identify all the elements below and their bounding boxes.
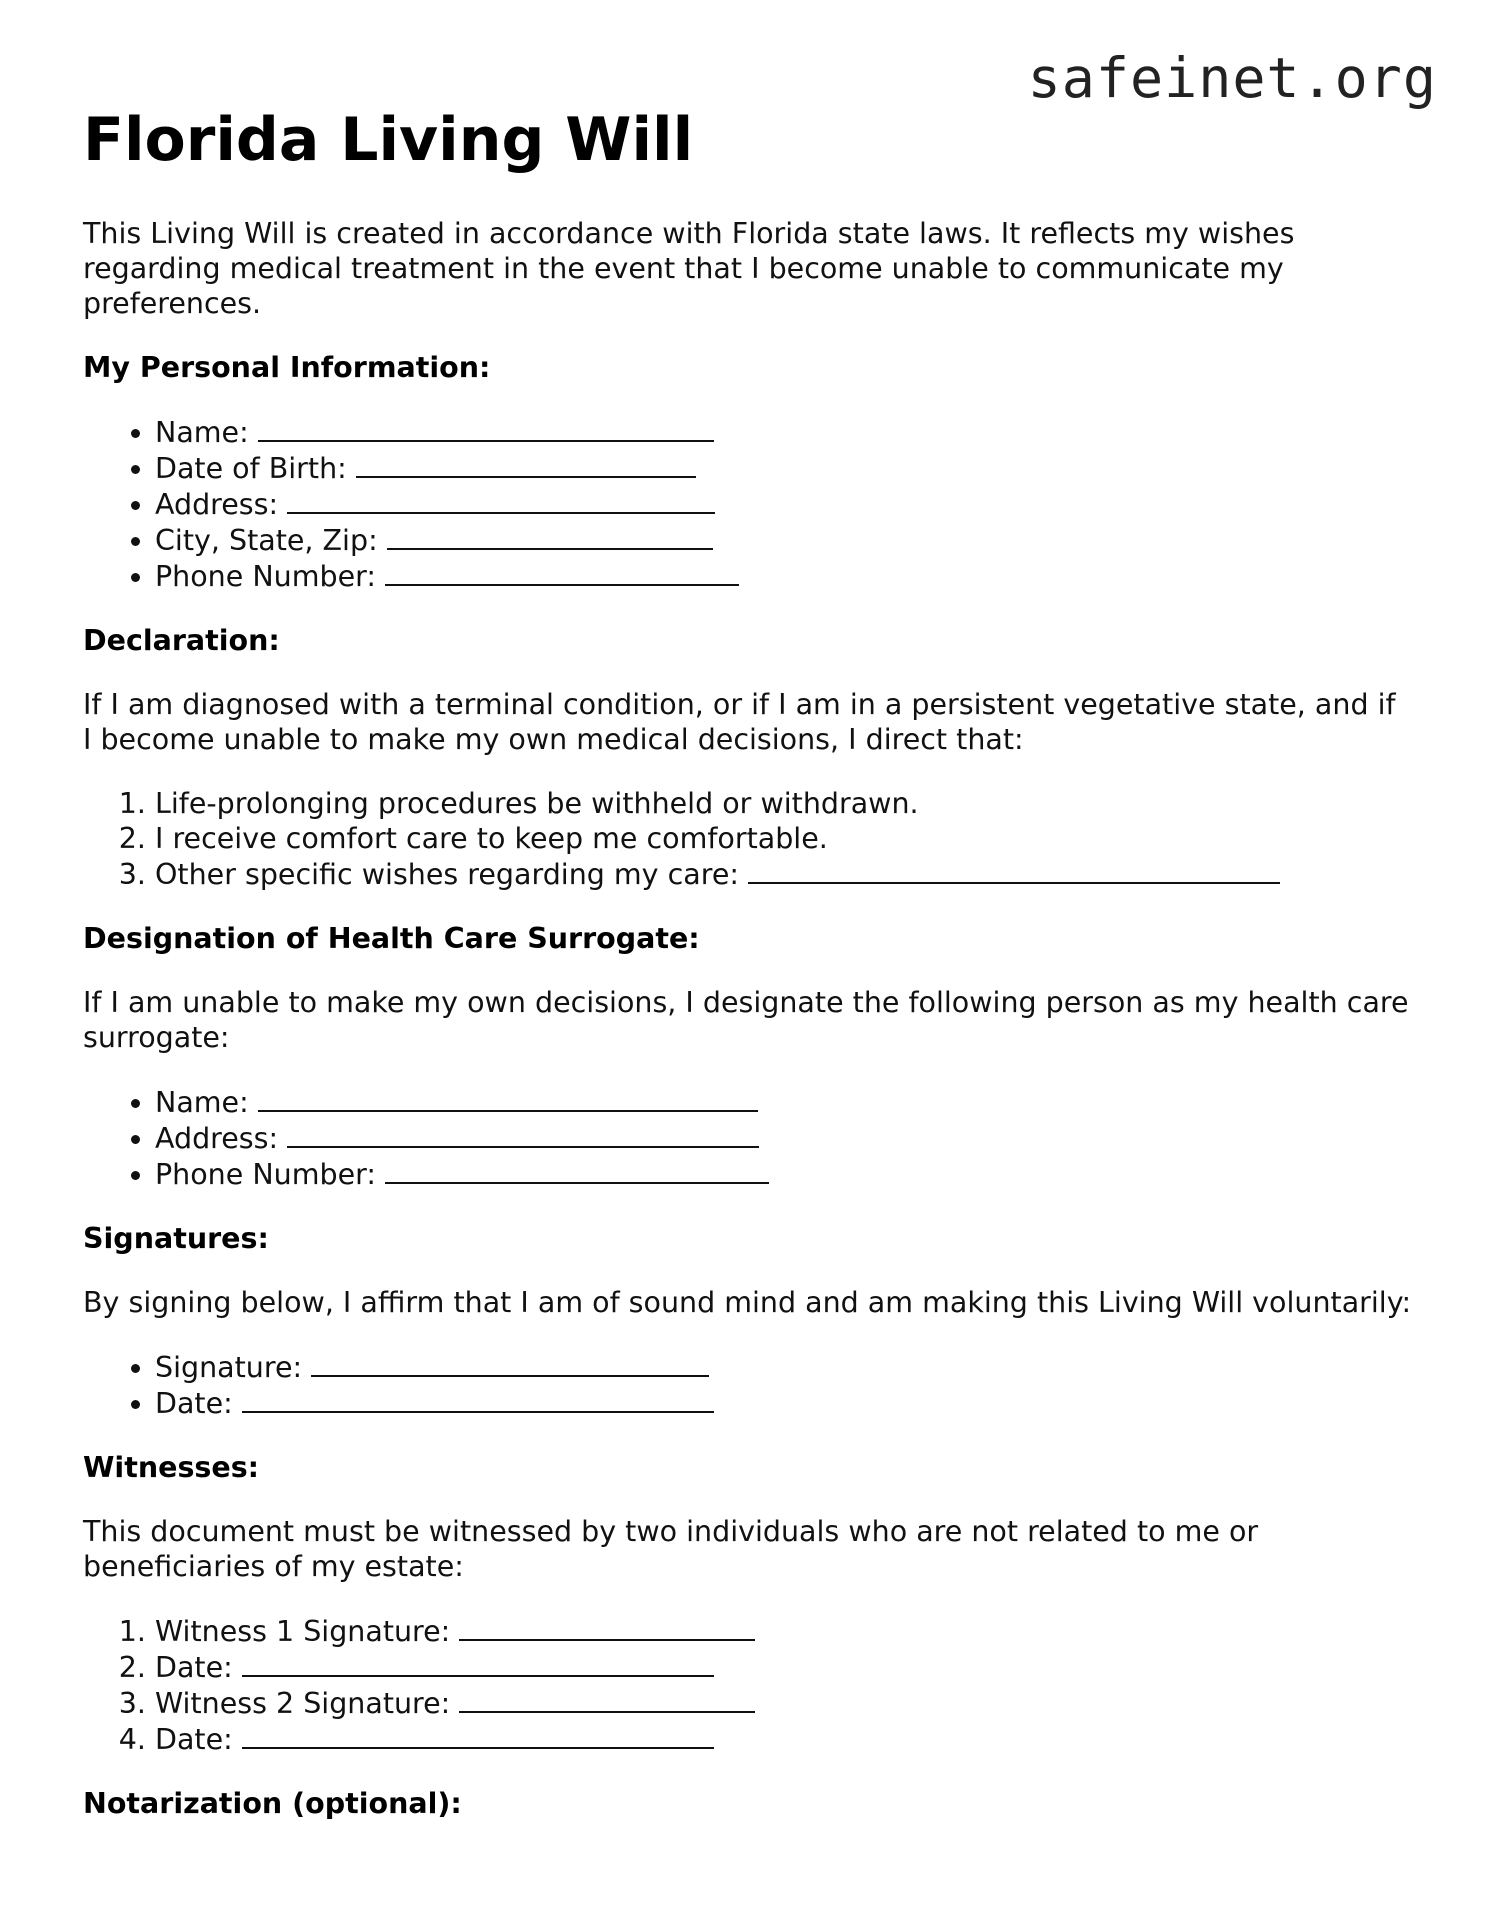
signature-date-blank[interactable] xyxy=(242,1385,714,1413)
declaration-item: Other specific wishes regarding my care: xyxy=(155,858,739,891)
witnesses-heading: Witnesses: xyxy=(83,1451,260,1484)
list-item xyxy=(155,1385,1413,1421)
field-label: Address: xyxy=(155,488,279,521)
surrogate-list xyxy=(83,1084,1413,1192)
declaration-item: I receive comfort care to keep me comfortable. xyxy=(155,822,828,855)
field-label: Address: xyxy=(155,1122,279,1155)
list-item xyxy=(155,1349,1413,1385)
list-item xyxy=(155,522,1413,558)
phone-number-blank[interactable] xyxy=(385,558,739,586)
field-label: Date: xyxy=(155,1387,233,1420)
list-item xyxy=(155,786,1413,821)
witnesses-paragraph: This document must be witnessed by two individuals who are not related to me or beneficiaries of my estate: xyxy=(83,1515,1259,1583)
intro-paragraph: This Living Will is created in accordance with Florida state laws. It reflects my wishes regarding medical treatment in the event that I become unable to communicate my preferences. xyxy=(83,217,1295,320)
site-watermark: safeinet.org xyxy=(1027,46,1437,110)
list-item xyxy=(155,1685,1413,1721)
notarization-heading: Notarization (optional): xyxy=(83,1787,462,1820)
signature-blank[interactable] xyxy=(311,1349,709,1377)
list-item xyxy=(155,1649,1413,1685)
list-item xyxy=(155,414,1413,450)
field-label: Witness 1 Signature: xyxy=(155,1615,451,1648)
list-item xyxy=(155,1613,1413,1649)
field-label: Date: xyxy=(155,1651,233,1684)
other-wishes-blank[interactable] xyxy=(748,856,1280,884)
signatures-heading: Signatures: xyxy=(83,1222,269,1255)
witness-1-date-blank[interactable] xyxy=(242,1649,714,1677)
surrogate-heading: Designation of Health Care Surrogate: xyxy=(83,922,700,955)
witness-2-date-blank[interactable] xyxy=(242,1721,714,1749)
document-title: Florida Living Will xyxy=(83,105,694,175)
witnesses-list xyxy=(83,1613,1413,1757)
personal-info-list xyxy=(83,414,1413,594)
signatures-paragraph: By signing below, I affirm that I am of sound mind and am making this Living Will voluntarily: xyxy=(83,1286,1412,1319)
document-body xyxy=(83,100,1413,1850)
list-item xyxy=(155,450,1413,486)
list-item xyxy=(155,558,1413,594)
field-label: Phone Number: xyxy=(155,1158,376,1191)
field-label: Signature: xyxy=(155,1351,303,1384)
personal-info-heading: My Personal Information: xyxy=(83,351,491,384)
address-blank[interactable] xyxy=(287,486,715,514)
list-item xyxy=(155,821,1413,856)
list-item xyxy=(155,856,1413,892)
city-state-zip-blank[interactable] xyxy=(387,522,713,550)
list-item xyxy=(155,1084,1413,1120)
declaration-heading: Declaration: xyxy=(83,624,280,657)
surrogate-name-blank[interactable] xyxy=(258,1084,758,1112)
name-blank[interactable] xyxy=(258,414,714,442)
surrogate-address-blank[interactable] xyxy=(287,1120,759,1148)
field-label: Name: xyxy=(155,1086,249,1119)
date-of-birth-blank[interactable] xyxy=(356,450,696,478)
declaration-list xyxy=(83,786,1413,892)
field-label: Date: xyxy=(155,1723,233,1756)
witness-2-signature-blank[interactable] xyxy=(459,1685,755,1713)
field-label: City, State, Zip: xyxy=(155,524,378,557)
list-item xyxy=(155,1156,1413,1192)
declaration-paragraph: If I am diagnosed with a terminal condition, or if I am in a persistent vegetative state, and if I become unable to make my own medical decisions, I direct that: xyxy=(83,688,1396,756)
surrogate-paragraph: If I am unable to make my own decisions, I designate the following person as my health care surrogate: xyxy=(83,986,1409,1054)
list-item xyxy=(155,486,1413,522)
declaration-item: Life-prolonging procedures be withheld or withdrawn. xyxy=(155,787,919,820)
field-label: Phone Number: xyxy=(155,560,376,593)
list-item xyxy=(155,1120,1413,1156)
surrogate-phone-blank[interactable] xyxy=(385,1156,769,1184)
field-label: Date of Birth: xyxy=(155,452,347,485)
field-label: Witness 2 Signature: xyxy=(155,1687,451,1720)
witness-1-signature-blank[interactable] xyxy=(459,1613,755,1641)
list-item xyxy=(155,1721,1413,1757)
field-label: Name: xyxy=(155,416,249,449)
signatures-list xyxy=(83,1349,1413,1421)
